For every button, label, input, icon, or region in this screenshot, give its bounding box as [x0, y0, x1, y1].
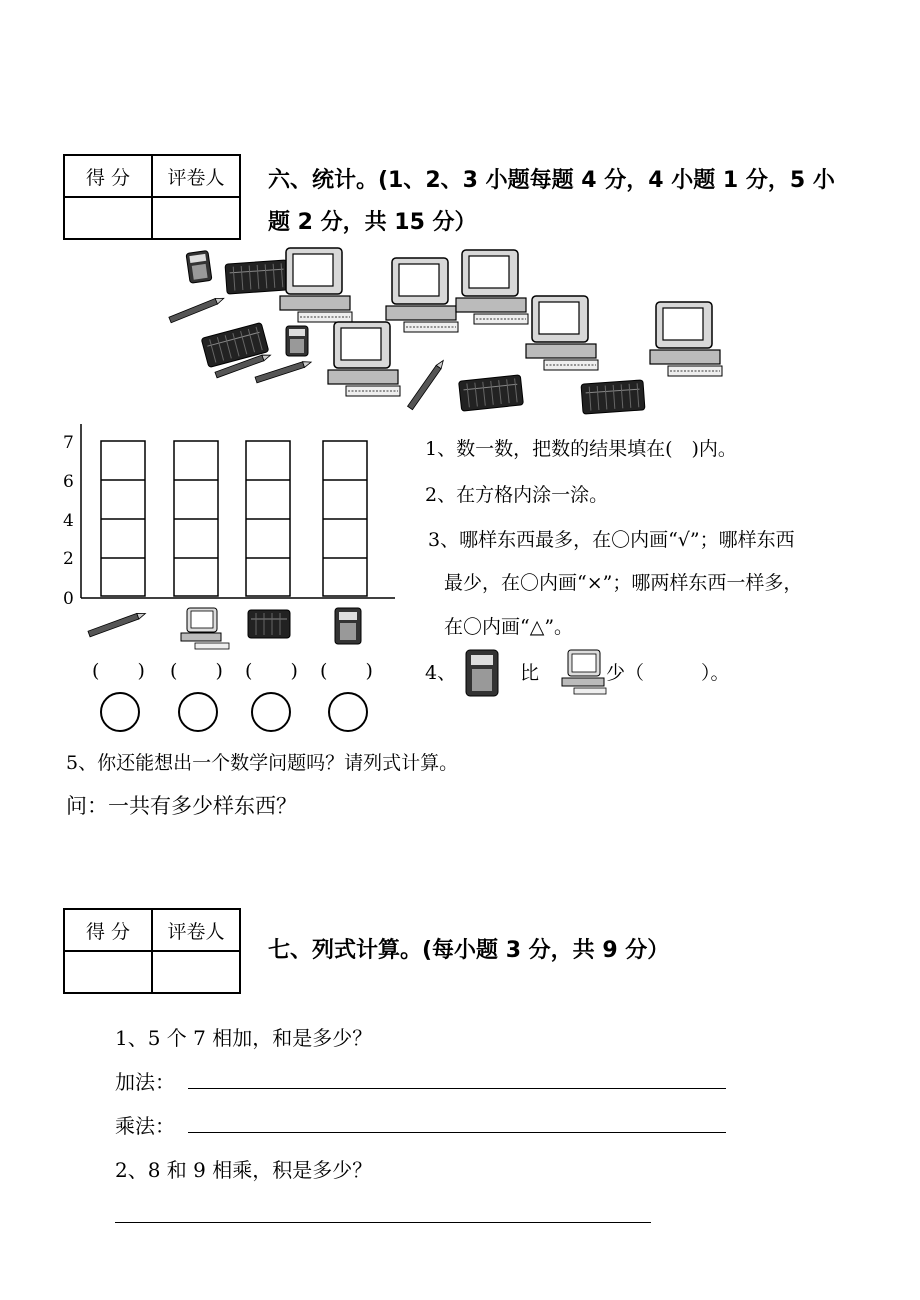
- answer-circle-3[interactable]: [252, 693, 290, 731]
- question-6-1: 1、数一数，把数的结果填在( )内。: [425, 438, 737, 460]
- computer-icon: [560, 648, 608, 696]
- section6-title-line2: 题 2 分，共 15 分）: [268, 210, 477, 235]
- answer-circle-2[interactable]: [179, 693, 217, 731]
- question-6-5: 5、你还能想出一个数学问题吗？请列式计算。: [66, 752, 459, 774]
- answer-circle-1[interactable]: [101, 693, 139, 731]
- y-tick-label: 4: [63, 511, 74, 531]
- question-7-1: 1、5 个 7 相加，和是多少？: [115, 1026, 373, 1050]
- question-6-3-line1: 3、哪样东西最多，在〇内画“√”；哪样东西: [428, 529, 795, 551]
- question-6-3-line3: 在〇内画“△”。: [444, 616, 574, 638]
- grid-column-4[interactable]: [323, 441, 367, 596]
- answer-circles: [95, 688, 375, 736]
- count-blank-3[interactable]: ( ): [245, 660, 298, 682]
- score-cell[interactable]: [64, 951, 152, 993]
- question-7-2: 2、8 和 9 相乘，积是多少？: [115, 1158, 373, 1182]
- score-table-section7: [63, 908, 241, 994]
- count-blank-2[interactable]: ( ): [170, 660, 223, 682]
- multiplication-answer-line[interactable]: [188, 1132, 726, 1133]
- answer-circle-4[interactable]: [329, 693, 367, 731]
- grader-cell[interactable]: [152, 197, 240, 239]
- grader-cell[interactable]: [152, 951, 240, 993]
- question-7-2-answer-line[interactable]: [115, 1222, 651, 1223]
- question-6-4-suffix: 少（ ）。: [606, 662, 730, 684]
- section6-title-line1: 六、统计。(1、2、3 小题每题 4 分，4 小题 1 分，5 小: [268, 168, 835, 193]
- question-6-3-line2: 最少，在〇内画“×”；哪两样东西一样多，: [444, 572, 803, 594]
- abacus-icon: [248, 610, 290, 638]
- multiplication-label: 乘法：: [115, 1114, 175, 1138]
- section7-title: 七、列式计算。(每小题 3 分，共 9 分）: [268, 938, 670, 963]
- score-label: 得 分: [64, 909, 152, 951]
- category-icons: [85, 604, 385, 652]
- y-tick-label: 7: [63, 433, 74, 453]
- question-6-2: 2、在方格内涂一涂。: [425, 484, 609, 506]
- grader-label: 评卷人: [152, 155, 240, 197]
- score-cell[interactable]: [64, 197, 152, 239]
- grid-column-3[interactable]: [246, 441, 290, 596]
- grid-column-1[interactable]: [101, 441, 145, 596]
- objects-illustration: [160, 240, 740, 415]
- score-label: 得 分: [64, 155, 152, 197]
- y-tick-label: 6: [63, 472, 74, 492]
- addition-label: 加法：: [115, 1070, 175, 1094]
- y-tick-label: 0: [63, 589, 74, 609]
- addition-answer-line[interactable]: [188, 1088, 726, 1089]
- grid-column-2[interactable]: [174, 441, 218, 596]
- calculator-icon: [462, 648, 502, 698]
- computer-icon: [181, 608, 229, 649]
- question-6-5-ask: 问：一共有多少样东西？: [66, 794, 297, 818]
- question-6-4-prefix: 4、: [425, 662, 457, 684]
- grader-label: 评卷人: [152, 909, 240, 951]
- question-6-4-compare: 比: [520, 662, 540, 684]
- count-blank-1[interactable]: ( ): [92, 660, 145, 682]
- pencil-icon: [88, 611, 146, 637]
- score-table-section6: [63, 154, 241, 240]
- calculator-icon: [335, 608, 361, 644]
- statistics-grid: [55, 420, 400, 610]
- count-blank-4[interactable]: ( ): [320, 660, 373, 682]
- y-tick-label: 2: [63, 549, 74, 569]
